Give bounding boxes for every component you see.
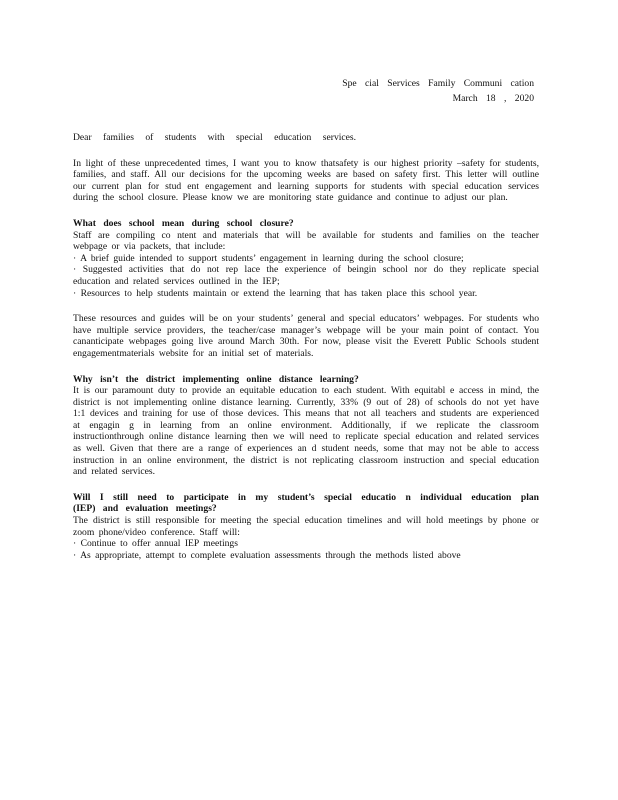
section-heading: Will I still need to participate in my student’s special educatio n individual education plan (IEP) and evaluation meetings? [73,491,539,515]
letter-body [73,132,539,561]
letter-date: March 18 , 2020 [452,93,534,104]
list-item: · Continue to offer annual IEP meetings [73,538,238,550]
section-heading: Why isn’t the district implementing online distance learning? [73,373,359,385]
section-lead: Staff are compiling co ntent and materials that will be available for students and families on the teacher webpage or via packets, that include: [73,229,539,253]
salutation: Dear families of students with special education services. [73,132,357,143]
section-heading: What does school mean during school closure? [73,217,294,229]
section-lead: The district is still responsible for meeting the special education timelines and will hold meetings by phone or zoom phone/video conference. Staff will: [73,515,539,538]
list-item: · A brief guide intended to support students’ engagement in learning during the school closure; [73,252,464,264]
online-learning-paragraph: It is our paramount duty to provide an equitable education to each student. With equitabl e access in mind, the district is not implementing online distance learning. Currently, 33% (9 out of 28) of schools do not yet have 1:1 devices and training for use of those devices. This means that not all teachers and students are experienced at engagin g in learning from an online environment. Additionally, if we replicate the classroom instructionthrough online distance learning then we will need to replicate special education and related services as well. Given that there are a range of experiences an d student needs, some that may not be able to access instruction in an online environment, the district is not replicating classroom instruction and special education and related services. [73,385,539,478]
section-online-learning [73,374,539,478]
section-iep-meetings [73,492,539,562]
section-school-closure [73,218,539,299]
letter-header [342,76,534,106]
section-resources [73,313,539,359]
intro-paragraph: In light of these unprecedented times, I want you to know thatsafety is our highest priority –safety for students, families, and staff. All our decisions for the upcoming weeks are based on safety first. This letter will outline our current plan for stud ent engagement and learning supports for students with special education services during the school closure. Please know we are monitoring state guidance and continue to adjust our plan. [73,157,539,204]
list-item: · Suggested activities that do not rep lace the experience of beingin school nor do they replicate special education and related services outlined in the IEP; [73,264,539,287]
list-item: · Resources to help students maintain or extend the learning that has taken place this school year. [73,287,478,299]
list-item: · As appropriate, attempt to complete evaluation assessments through the methods listed above [73,549,461,561]
department-line: Spe cial Services Family Communi cation [342,78,534,89]
resources-paragraph: These resources and guides will be on your students’ general and special educators’ webpages. For students who have multiple service providers, the teacher/case manager’s webpage will be your main point of contact. You cananticipate webpages going live around March 30th. For now, please visit the Everett Public Schools student engagementmaterials website for an initial set of materials. [73,313,539,359]
